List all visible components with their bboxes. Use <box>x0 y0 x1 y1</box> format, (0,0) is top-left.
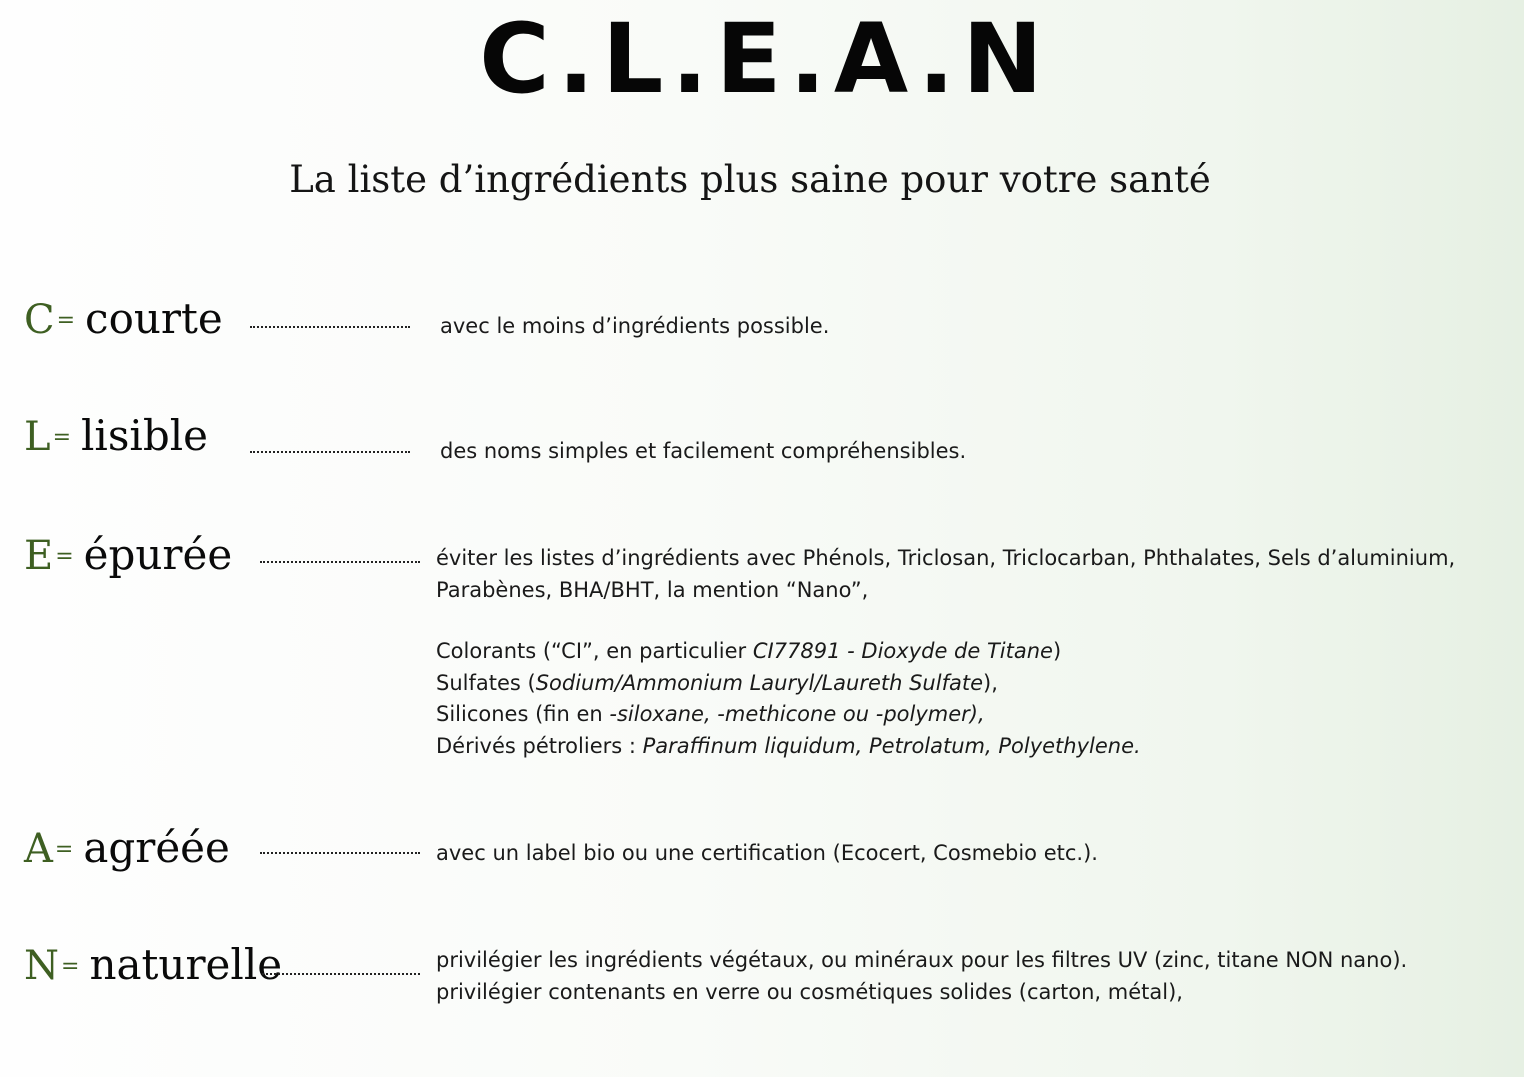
description-text: avec le moins d’ingrédients possible. <box>440 314 830 338</box>
description-agreee <box>436 838 1098 870</box>
term-word: agréée <box>83 823 230 872</box>
term-equals: = <box>56 308 76 333</box>
description-line: Parabènes, BHA/BHT, la mention “Nano”, <box>436 577 869 602</box>
dotted-leader <box>250 451 410 453</box>
term-agreee <box>24 823 230 872</box>
sulfates-line: Sulfates (Sodium/Ammonium Lauryl/Laureth Sulfate), <box>436 670 998 695</box>
page-subtitle: La liste d’ingrédients plus saine pour votre santé <box>289 158 1211 201</box>
description-line: privilégier les ingrédients végétaux, ou minéraux pour les filtres UV (zinc, titane NON nano). <box>436 948 1408 972</box>
term-equals: = <box>61 954 80 979</box>
derives-petroliers-line: Dérivés pétroliers : Paraffinum liquidum, Petrolatum, Polyethylene. <box>436 733 1141 758</box>
term-letter: N <box>24 943 59 989</box>
description-naturelle <box>436 945 1407 1008</box>
colorants-line: Colorants (“CI”, en particulier CI77891 - Dioxyde de Titane) <box>436 639 1062 663</box>
term-letter: A <box>24 826 53 872</box>
description-lisible <box>440 436 966 468</box>
term-letter: L <box>24 414 51 460</box>
term-word: épurée <box>83 530 233 579</box>
description-line: éviter les listes d’ingrédients avec Phénols, Triclosan, Triclocarban, Phthalates, Sels d’aluminium, <box>436 546 1456 570</box>
term-letter: E <box>24 533 54 579</box>
description-line: privilégier contenants en verre ou cosmétiques solides (carton, métal), <box>436 979 1183 1004</box>
description-courte <box>440 311 829 343</box>
term-equals: = <box>54 837 74 862</box>
term-word: lisible <box>81 411 209 460</box>
dotted-leader <box>262 973 420 975</box>
dotted-leader <box>260 561 420 563</box>
page-title: C.L.E.A.N <box>479 3 1051 115</box>
dotted-leader <box>260 852 420 854</box>
description-text: avec un label bio ou une certification (Ecocert, Cosmebio etc.). <box>436 841 1098 865</box>
term-equals: = <box>55 544 74 569</box>
description-text: des noms simples et facilement compréhensibles. <box>440 439 967 463</box>
term-equals: = <box>52 425 71 450</box>
silicones-line: Silicones (fin en -siloxane, -methicone ou -polymer), <box>436 702 985 726</box>
term-epuree <box>24 530 232 579</box>
term-word: courte <box>85 294 223 343</box>
term-courte <box>24 294 223 343</box>
dotted-leader <box>250 326 410 328</box>
term-naturelle <box>24 940 282 989</box>
term-letter: C <box>24 297 55 343</box>
term-word: naturelle <box>89 940 283 989</box>
description-epuree <box>436 543 1455 762</box>
term-lisible <box>24 411 208 460</box>
